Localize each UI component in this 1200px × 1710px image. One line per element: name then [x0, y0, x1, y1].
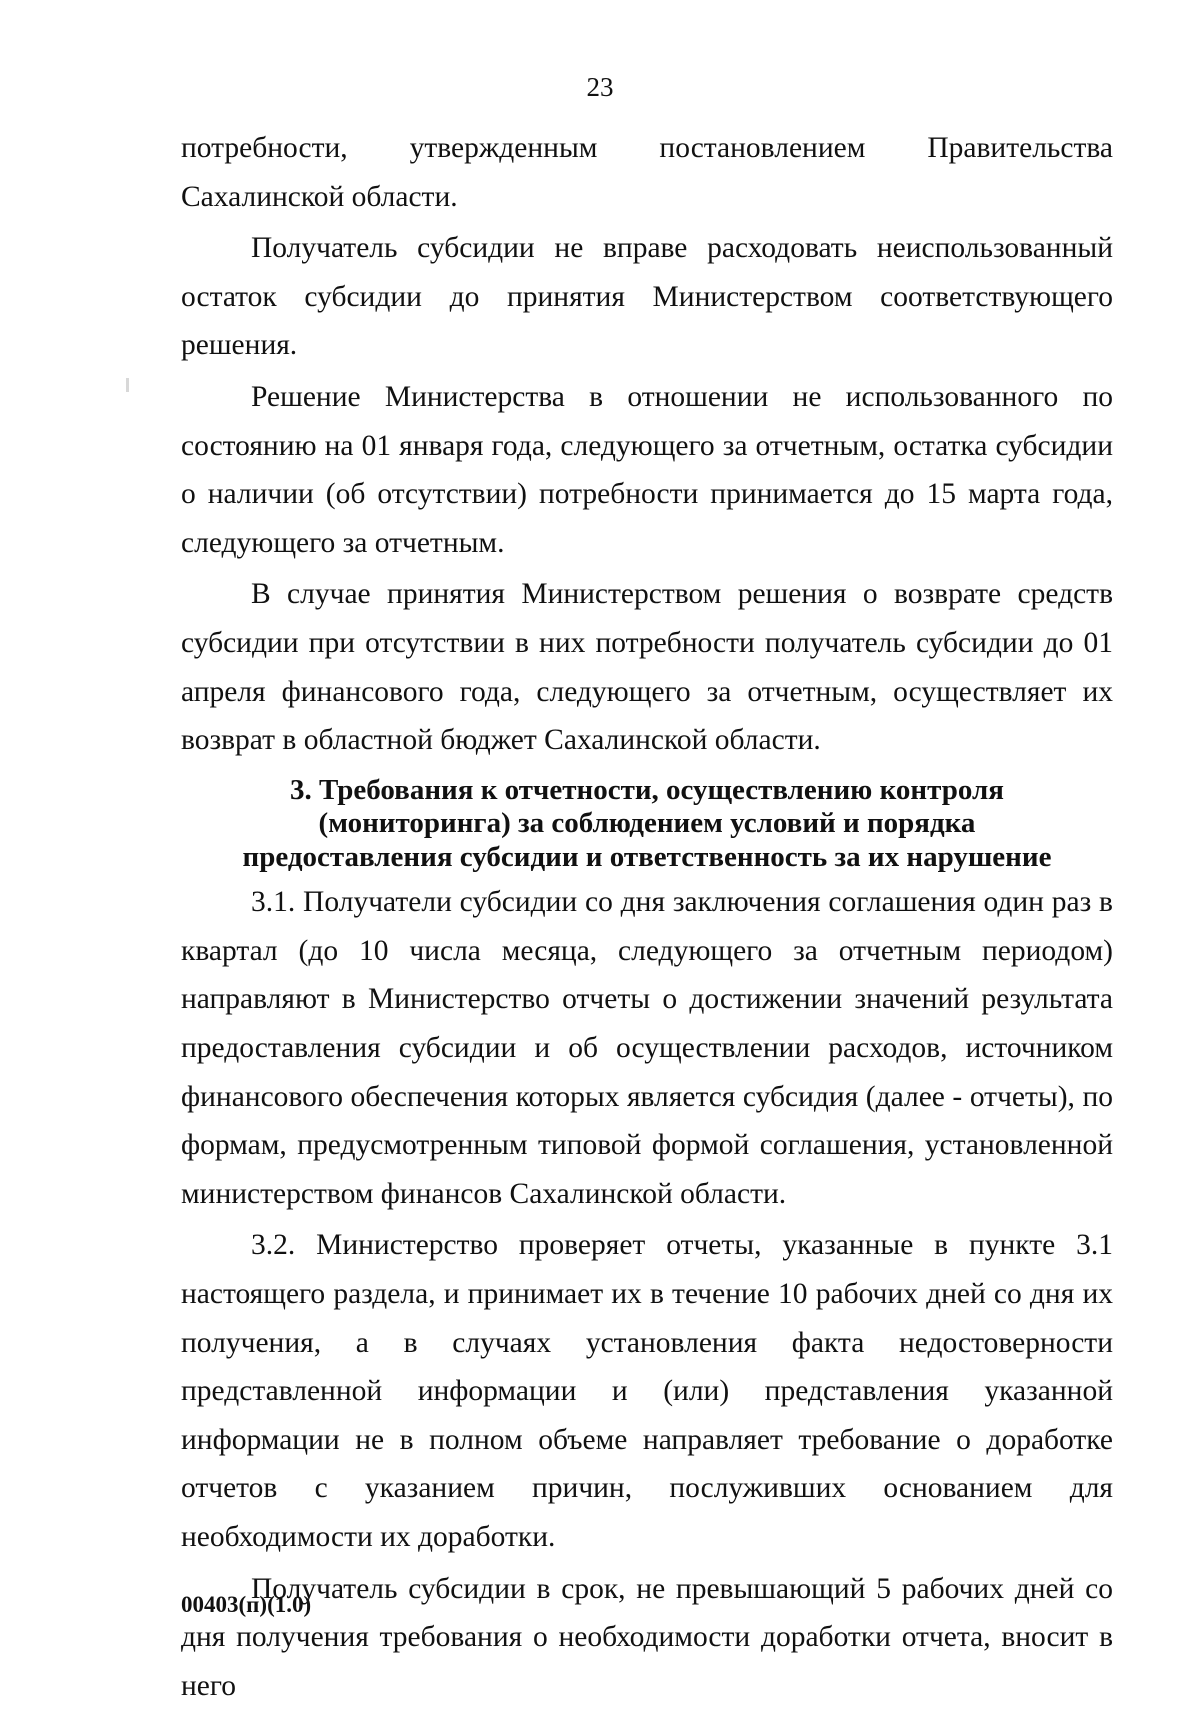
document-code: 00403(п)(1.0) — [181, 1592, 312, 1617]
paragraph-continuation: потребности, утвержденным постановлением Правительства Сахалинской области. — [181, 132, 1113, 213]
page-number: 23 — [586, 72, 614, 102]
paragraph-3-1: 3.1. Получатели субсидии со дня заключения соглашения один раз в квартал (до 10 числа месяца, следующего за отчетным периодом) направляют в Министерство отчеты о достижении значений результата предоставления субсидии и об осуществлении расходов, источником финансового обеспечения которых является субсидия (далее - отчеты), по формам, предусмотренным типовой формой соглашения, установленной министерством финансов Сахалинской области. — [181, 886, 1113, 1210]
section-heading-line: 3. Требования к отчетности, осуществлению контроля — [290, 773, 1004, 806]
paragraph-refund: В случае принятия Министерством решения о возврате средств субсидии при отсутствии в них потребности получатель субсидии до 01 апреля финансового года, следующего за отчетным, осуществляет их возврат в областной бюджет Сахалинской области. — [181, 578, 1113, 757]
paragraph-unused-balance: Получатель субсидии не вправе расходовать неиспользованный остаток субсидии до принятия Министерством соответствующего решения. — [181, 232, 1113, 362]
section-heading-line: предоставления субсидии и ответственность за их нарушение — [242, 840, 1052, 873]
section-heading — [181, 774, 1113, 875]
paragraph-ministry-decision: Решение Министерства в отношении не использованного по состоянию на 01 января года, следующего за отчетным, остатка субсидии о наличии (об отсутствии) потребности принимается до 15 марта года, следующего за отчетным. — [181, 380, 1113, 559]
paragraph-recipient-revision: Получатель субсидии в срок, не превышающий 5 рабочих дней со дня получения требования о необходимости доработки отчета, вносит в него — [181, 1572, 1113, 1702]
paragraph-3-2: 3.2. Министерство проверяет отчеты, указанные в пункте 3.1 настоящего раздела, и принимает их в течение 10 рабочих дней со дня их получения, а в случаях установления факта недостоверности представленной информации и (или) представления указанной информации не в полном объеме направляет требование о доработке отчетов с указанием причин, послуживших основанием для необходимости их доработки. — [181, 1229, 1113, 1553]
section-heading-line: (мониторинга) за соблюдением условий и порядка — [318, 807, 976, 840]
margin-mark — [126, 378, 129, 392]
document-body — [181, 124, 1113, 1710]
